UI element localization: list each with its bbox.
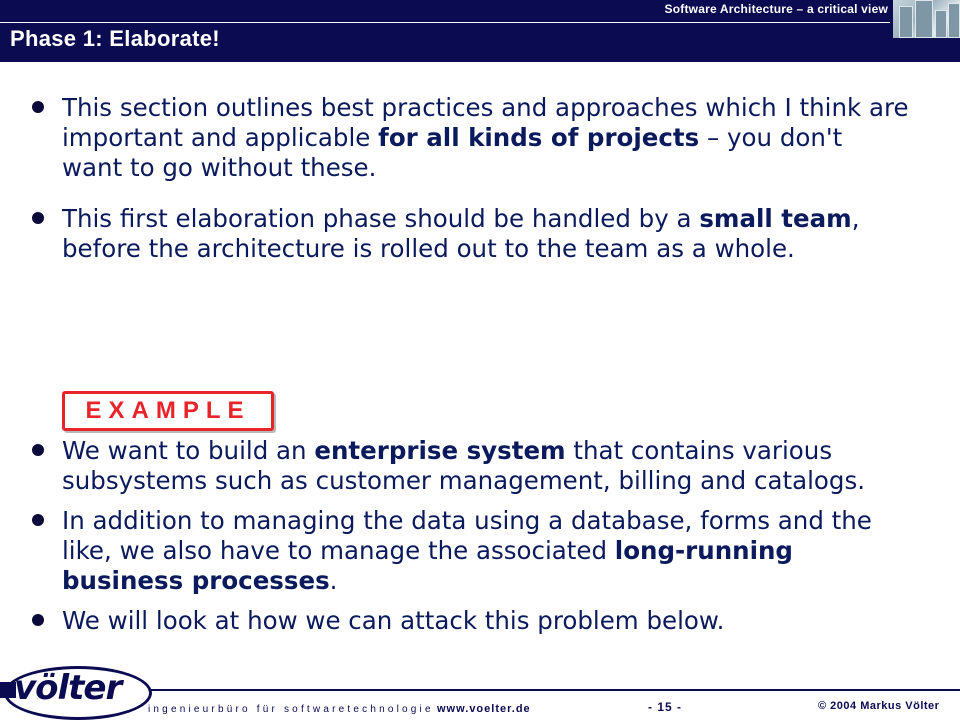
bullet-text: that contains various subsystems such as customer management, billing and catalogs. (62, 436, 865, 495)
bullet-text-bold: long-running business processes (62, 536, 793, 595)
bullet-text: , before the architecture is rolled out to the team as a whole. (62, 204, 860, 263)
header-divider (0, 22, 890, 23)
slide-title: Phase 1: Elaborate! (10, 26, 220, 51)
bullet-dot-icon (32, 514, 44, 526)
bullet-text-bold: small team (699, 204, 852, 233)
bullet-text: This first elaboration phase should be handled by a (62, 204, 700, 233)
bullet-item (30, 93, 910, 183)
bullet-text: We want to build an (62, 436, 315, 465)
logo-text: völter (14, 668, 122, 708)
page-number: - 15 - (648, 700, 683, 714)
bullet-text: . (329, 566, 338, 595)
intro-bullet-list (30, 93, 910, 285)
voelter-logo (0, 662, 150, 720)
bullet-text: This section outlines best practices and approaches which I think are important and applicable (62, 93, 909, 152)
example-stamp: EXAMPLE (62, 391, 274, 431)
copyright: © 2004 Markus Völter (818, 700, 940, 712)
bullet-text-bold: for all kinds of projects (378, 123, 700, 152)
bullet-item (30, 436, 910, 496)
footer-tagline: ingenieurbüro für softwaretechnologie (148, 704, 434, 715)
footer-divider (146, 689, 960, 691)
bullet-text: In addition to managing the data using a database, forms and the like, we also have to manage the associated (62, 506, 872, 565)
bullet-item (30, 506, 910, 596)
presentation-subtitle: Software Architecture – a critical view (664, 2, 888, 16)
bullet-text-bold: enterprise system (314, 436, 566, 465)
bullet-text: – you don't want to go without these. (62, 123, 843, 182)
bullet-dot-icon (32, 444, 44, 456)
example-bullet-list (30, 436, 910, 646)
bullet-text: We will look at how we can attack this problem below. (62, 606, 725, 635)
bullet-item (30, 606, 910, 636)
bullet-dot-icon (32, 614, 44, 626)
header-building-image (893, 0, 960, 38)
bullet-dot-icon (32, 212, 44, 224)
bullet-item (30, 204, 910, 264)
footer-url: www.voelter.de (437, 703, 531, 715)
bullet-dot-icon (32, 101, 44, 113)
